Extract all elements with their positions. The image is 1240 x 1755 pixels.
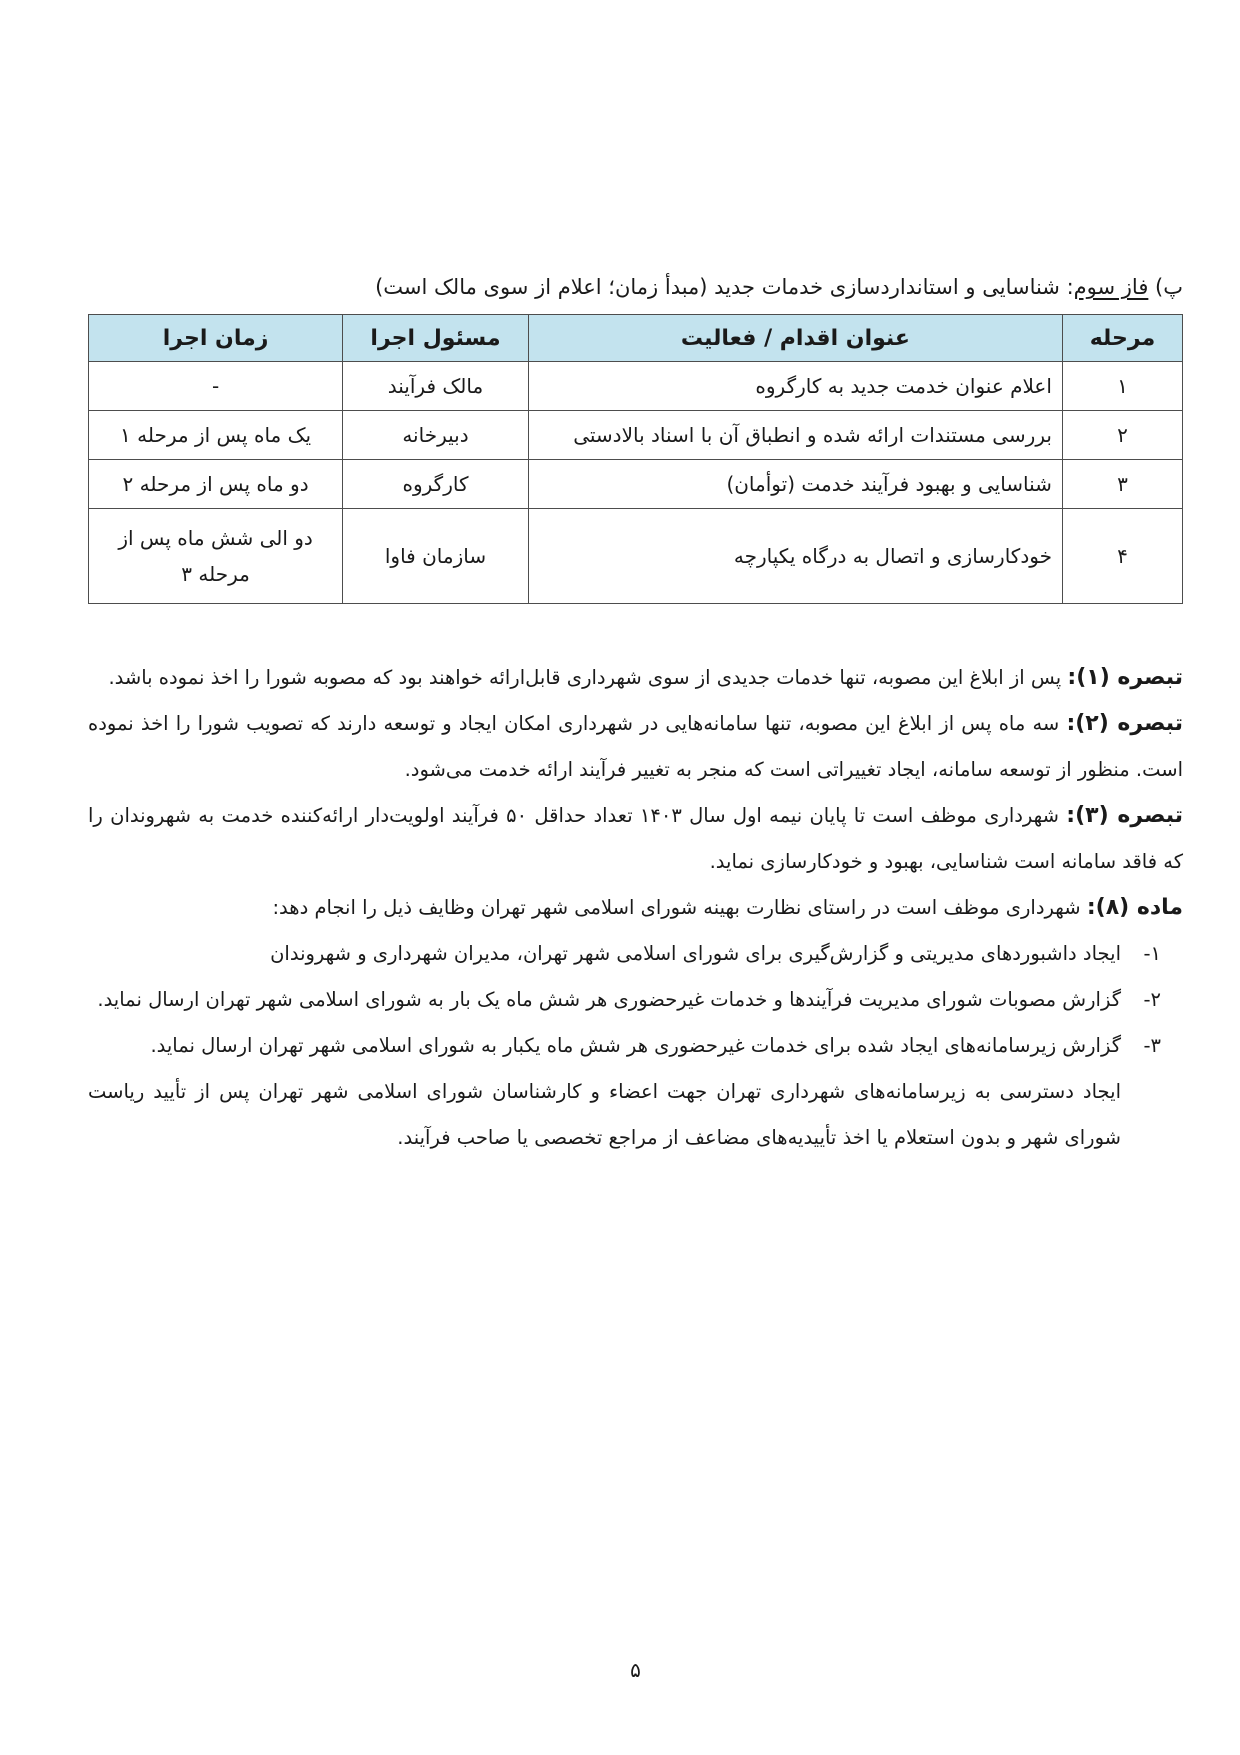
list-item-number: ۲- [1143,988,1161,1011]
phase-title-underlined: فاز سوم [1073,275,1149,299]
article-8-intro [88,885,1183,931]
note-1 [88,655,1183,701]
document-page [88,0,1183,1755]
cell-title: بررسی مستندات ارائه شده و انطباق آن با اسناد بالادستی [528,411,1062,460]
header-step: مرحله [1062,315,1182,362]
note-3-label: تبصره (۳): [1066,803,1183,828]
cell-time-line1: دو الی شش ماه پس از [118,526,313,550]
cell-title: خودکارسازی و اتصال به درگاه یکپارچه [528,509,1062,604]
table-header-row [89,315,1183,362]
list-item [88,977,1183,1023]
table-row [89,411,1183,460]
header-title: عنوان اقدام / فعالیت [528,315,1062,362]
list-item-text: گزارش مصوبات شورای مدیریت فرآیندها و خدمات غیرحضوری هر شش ماه یک بار به شورای اسلامی شهر تهران ارسال نماید. [97,988,1121,1011]
list-item [88,931,1183,977]
note-3-text: شهرداری موظف است تا پایان نیمه اول سال ۱۴۰۳ تعداد حداقل ۵۰ فرآیند اولویت‌دار ارائه‌کننده خدمت به شهروندان را که فاقد سامانه است شناسایی، بهبود و خودکارسازی نماید. [88,804,1183,873]
cell-responsible: کارگروه [343,460,529,509]
table-row [89,460,1183,509]
note-3 [88,793,1183,885]
list-item-text: گزارش زیرسامانه‌های ایجاد شده برای خدمات غیرحضوری هر شش ماه یکبار به شورای اسلامی شهر تهران ارسال نماید. [150,1034,1121,1057]
cell-responsible: مالک فرآیند [343,362,529,411]
body-text [88,655,1183,1161]
cell-step: ۲ [1062,411,1182,460]
cell-time: دو ماه پس از مرحله ۲ [89,460,343,509]
cell-responsible: دبیرخانه [343,411,529,460]
list-item [88,1023,1183,1069]
cell-step: ۱ [1062,362,1182,411]
cell-time [89,509,343,604]
cell-time: یک ماه پس از مرحله ۱ [89,411,343,460]
page-number: ۵ [630,1658,641,1682]
phase-prefix: پ) [1148,275,1183,299]
article-8-text: شهرداری موظف است در راستای نظارت بهینه شورای اسلامی شهر تهران وظایف ذیل را انجام دهد: [272,896,1087,919]
table-row [89,362,1183,411]
note-2-text: سه ماه پس از ابلاغ این مصوبه، تنها سامانه‌هایی در شهرداری امکان ایجاد و توسعه دارند که تصویب شورا را اخذ نموده است. منظور از توسعه سامانه، ایجاد تغییراتی است که منجر به تغییر فرآیند ارائه خدمت می‌شود. [88,712,1183,781]
list-item-number: ۳- [1143,1034,1161,1057]
header-time: زمان اجرا [89,315,343,362]
note-1-label: تبصره (۱): [1067,665,1183,690]
note-2-label: تبصره (۲): [1066,711,1183,736]
cell-step: ۴ [1062,509,1182,604]
cell-title: شناسایی و بهبود فرآیند خدمت (توأمان) [528,460,1062,509]
list-item-number: ۱- [1143,942,1161,965]
cell-time: - [89,362,343,411]
phase-description: : شناسایی و استانداردسازی خدمات جدید (مبدأ زمان؛ اعلام از سوی مالک است) [375,275,1074,299]
note-2 [88,701,1183,793]
cell-responsible: سازمان فاوا [343,509,529,604]
note-1-text: پس از ابلاغ این مصوبه، تنها خدمات جدیدی از سوی شهرداری قابل‌ارائه خواهند بود که مصوبه شورا را اخذ نموده باشد. [108,666,1068,689]
cell-title: اعلام عنوان خدمت جدید به کارگروه [528,362,1062,411]
article-8-extra: ایجاد دسترسی به زیرسامانه‌های شهرداری تهران جهت اعضاء و کارشناسان شورای اسلامی شهر تهران پس از تأیید ریاست شورای شهر و بدون استعلام یا اخذ تأییدیه‌های مضاعف از مراجع تخصصی یا صاحب فرآیند. [88,1080,1121,1149]
list-item-text: ایجاد داشبوردهای مدیریتی و گزارش‌گیری برای شورای اسلامی شهر تهران، مدیران شهرداری و شهروندان [270,942,1121,965]
table-row [89,509,1183,604]
article-8-label: ماده (۸): [1086,895,1183,920]
phase-steps-table [88,314,1183,604]
cell-time-line2: مرحله ۳ [181,562,250,586]
header-responsible: مسئول اجرا [343,315,529,362]
cell-step: ۳ [1062,460,1182,509]
phase-heading [88,270,1183,304]
